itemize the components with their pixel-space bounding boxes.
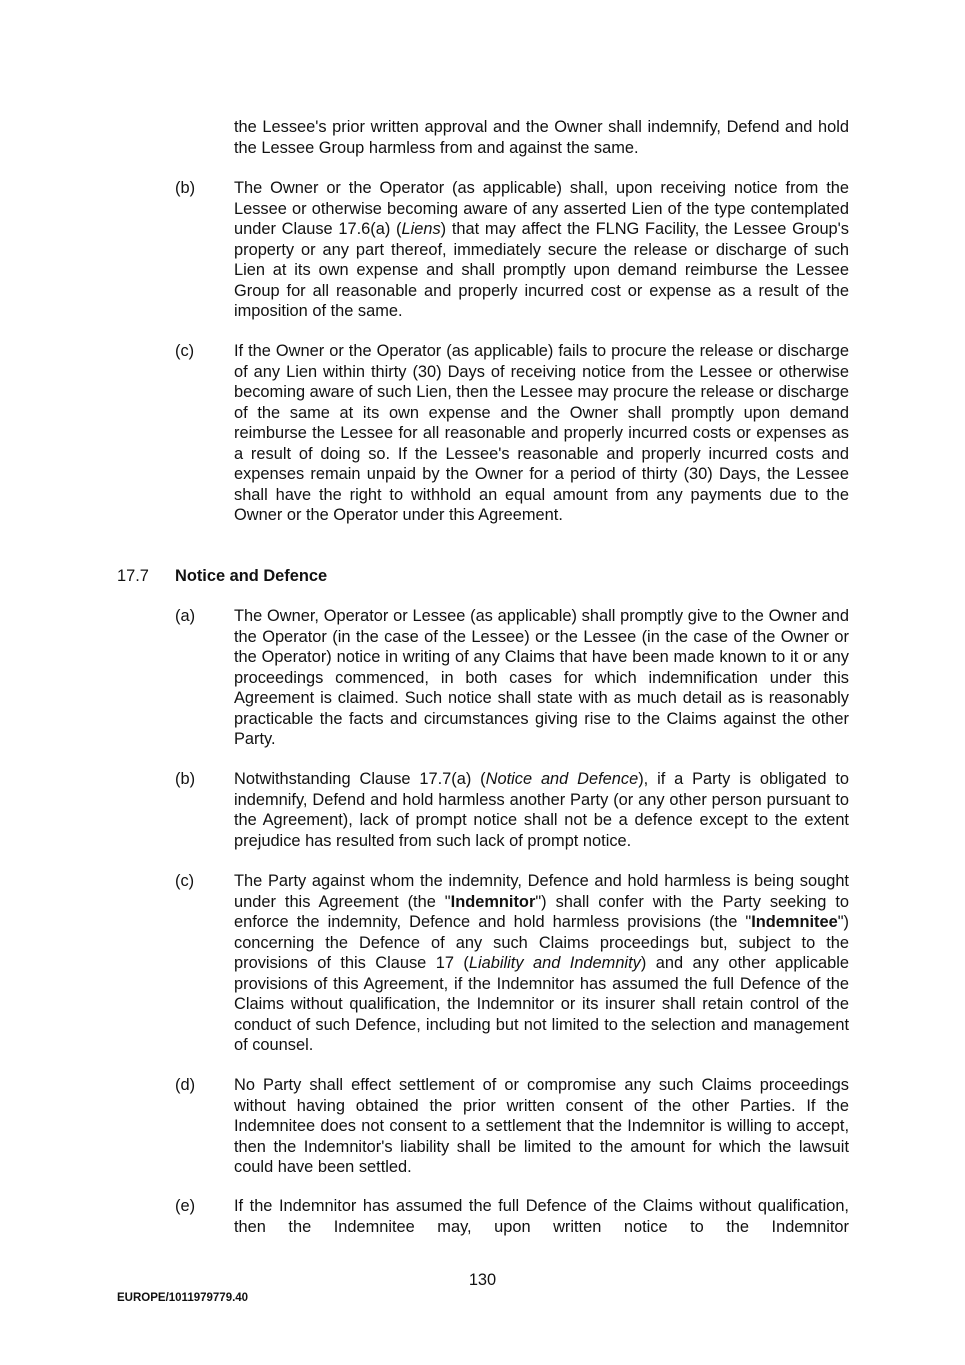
page-number: 130	[468, 1271, 497, 1289]
clause-17-6-c-label: (c)	[175, 342, 195, 360]
continuation-paragraph: the Lessee's prior written approval and the Owner shall indemnify, Defend and hold the Lessee Group harmless from and against the same.	[234, 118, 849, 157]
clause-17-7-b-label: (b)	[175, 770, 196, 788]
clause-17-7-number: 17.7	[117, 567, 149, 585]
clause-17-6-c-text: If the Owner or the Operator (as applicable) fails to procure the release or discharge of any Lien within thirty (30) Days of receiving notice from the Lessee or otherwise becoming aware of such Lien, then the Lessee may procure the release or discharge of the same at its own expense and the Owner shall promptly upon demand reimburse the Lessee for all reasonable and properly incurred costs or expenses as a result of doing so. If the Lessee's reasonable and properly incurred costs and expenses remain unpaid by the Owner for a period of thirty (30) Days, the Lessee shall have the right to withhold an equal amount from any payments due to the Owner or the Operator under this Agreement.	[234, 342, 850, 524]
clause-17-7-b-text: Notwithstanding Clause 17.7(a) (Notice and Defence), if a Party is obligated to indemnify, Defend and hold harmless another Party (or any other person pursuant to the Agreement), lack of prompt notice shall not be a defence except to the extent prejudice has resulted from such lack of prompt notice.	[234, 770, 849, 850]
clause-17-7-c-text: The Party against whom the indemnity, Defence and hold harmless is being sought under this Agreement (the "Indemnitor") shall confer with the Party seeking to enforce the indemnity, Defence and hold harmless provisions (the "Indemnitee") concerning the Defence of any such Claims proceedings but, subject to the provisions of this Clause 17 (Liability and Indemnity) and any other applicable provisions of this Agreement, if the Indemnitor has assumed the full Defence of the Claims without qualification, the Indemnitor or its insurer shall retain control of the conduct of such Defence, including but not limited to the selection and management of counsel.	[234, 872, 849, 1054]
clause-17-7-e-text: If the Indemnitor has assumed the full Defence of the Claims without qualification, then the Indemnitee may, upon written notice to the Indemnitor	[234, 1197, 849, 1236]
document-reference: EUROPE/1011979779.40	[117, 1292, 249, 1304]
clause-17-6-b-label: (b)	[175, 179, 196, 197]
clause-17-7-e-label: (e)	[175, 1197, 196, 1215]
clause-17-7-a-text: The Owner, Operator or Lessee (as applicable) shall promptly give to the Owner and the Operator (in the case of the Lessee) or the Lessee (in the case of the Owner or the Operator) notice in writing of any Claims that have been made known to it or any proceedings commenced, in both cases for which indemnification under this Agreement is claimed. Such notice shall state with as much detail as is reasonably practicable the facts and circumstances giving rise to the Claims against the other Party.	[234, 607, 849, 748]
clause-17-7-c-label: (c)	[175, 872, 195, 890]
clause-17-7-a-label: (a)	[175, 607, 196, 625]
clause-17-7-title: Notice and Defence	[175, 567, 328, 585]
clause-17-7-d-text: No Party shall effect settlement of or compromise any such Claims proceedings without having obtained the prior written consent of the other Parties. If the Indemnitee does not consent to a settlement that the Indemnitor is willing to accept, then the Indemnitor's liability shall be limited to the amount for which the lawsuit could have been settled.	[234, 1076, 849, 1176]
clause-17-7-d-label: (d)	[175, 1076, 196, 1094]
clause-17-6-b-text: The Owner or the Operator (as applicable) shall, upon receiving notice from the Lessee or otherwise becoming aware of any asserted Lien of the type contemplated under Clause 17.6(a) (Liens) that may affect the FLNG Facility, the Lessee Group's property or any part thereof, immediately secure the release or discharge of such Lien at its own expense and shall promptly upon demand reimburse the Lessee Group for all reasonable and properly incurred cost or expense as a result of the imposition of the same.	[234, 179, 850, 320]
